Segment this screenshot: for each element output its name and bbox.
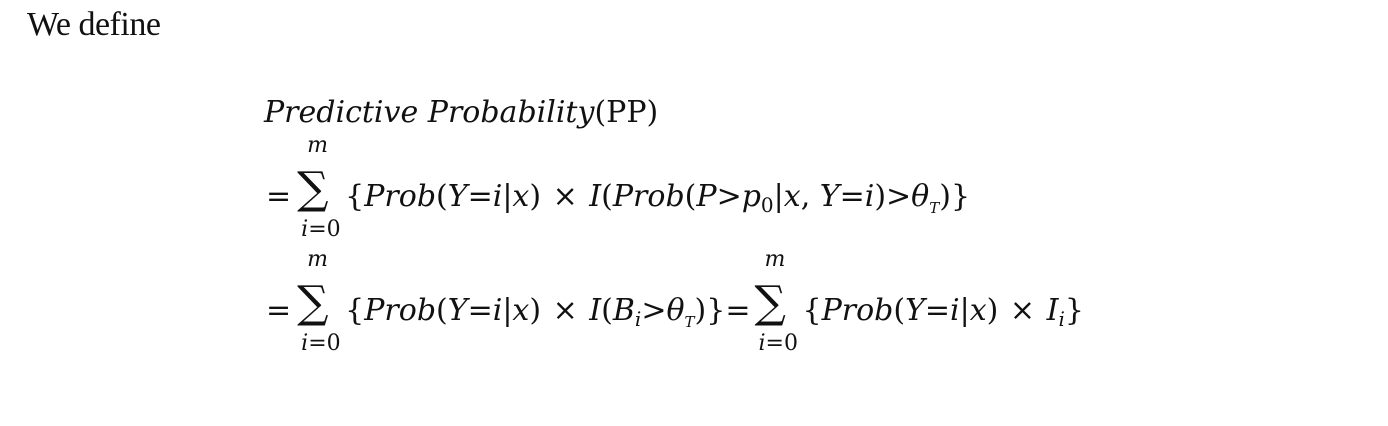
indicator-i: I	[589, 179, 602, 214]
indicator-i-3: I	[1046, 293, 1059, 328]
theta-subscript-2: T	[684, 313, 695, 331]
sigma-symbol-3: ∑	[754, 277, 786, 328]
var-p: p	[741, 179, 761, 214]
intro-text: We define	[27, 6, 161, 43]
var-i: i	[492, 179, 503, 214]
prob-term-inner: Prob	[612, 179, 685, 214]
sigma-symbol-2: ∑	[297, 277, 329, 328]
i-subscript: i	[1058, 307, 1065, 331]
summation-2	[293, 247, 345, 356]
var-x-3: x	[512, 293, 530, 328]
var-x-4: x	[969, 293, 987, 328]
p-subscript: 0	[760, 193, 774, 217]
theta-symbol: θ	[911, 179, 930, 214]
var-y-2: Y	[819, 179, 840, 214]
theta-symbol-2: θ	[666, 293, 685, 328]
prob-term-4: Prob	[821, 293, 894, 328]
sigma-symbol: ∑	[297, 163, 329, 214]
prob-term-3: Prob	[364, 293, 437, 328]
equation-label: Predictive Probability	[264, 95, 595, 130]
var-x-2: x	[783, 179, 801, 214]
sum-lower-bound-3: i=0	[758, 331, 798, 356]
var-x: x	[512, 179, 530, 214]
theta-subscript: T	[929, 199, 940, 217]
sum-lower-bound-2: i=0	[301, 331, 341, 356]
equation-line-2: = m ∑ i=0 {Prob(Y=i|x) × $I(Prob(P>p_0|x$, $Y=i)>\theta_T$)}	[266, 133, 971, 242]
sum-upper-bound-3: m	[764, 247, 786, 272]
var-b: B	[612, 293, 635, 328]
equals-sign-2: =	[266, 293, 292, 328]
var-i-2: i	[864, 179, 875, 214]
summation-3	[750, 247, 802, 356]
equation-abbr: (PP)	[594, 95, 659, 130]
summation-1	[293, 133, 345, 242]
b-subscript: i	[634, 307, 642, 331]
equation-line-1	[264, 95, 659, 130]
var-i-3: i	[492, 293, 503, 328]
var-y-3: Y	[447, 293, 468, 328]
equation-line-3: = m ∑ i=0 {Prob(Y=i|x) × $I(B_i>\theta_T)\}=$ m ∑ i=0 {Prob(Y=i|x) × $I_i$}	[266, 247, 1084, 356]
var-y-4: Y	[905, 293, 925, 328]
equals-sign: =	[266, 179, 292, 214]
sum-upper-bound-2: m	[307, 247, 329, 272]
prob-term: Prob	[364, 179, 437, 214]
var-p-upper: P	[696, 179, 717, 214]
sum-upper-bound: m	[307, 133, 329, 158]
indicator-i-2: I	[589, 293, 602, 328]
var-y: Y	[447, 179, 468, 214]
var-i-4: i	[950, 293, 960, 328]
sum-lower-bound: i=0	[301, 217, 341, 242]
